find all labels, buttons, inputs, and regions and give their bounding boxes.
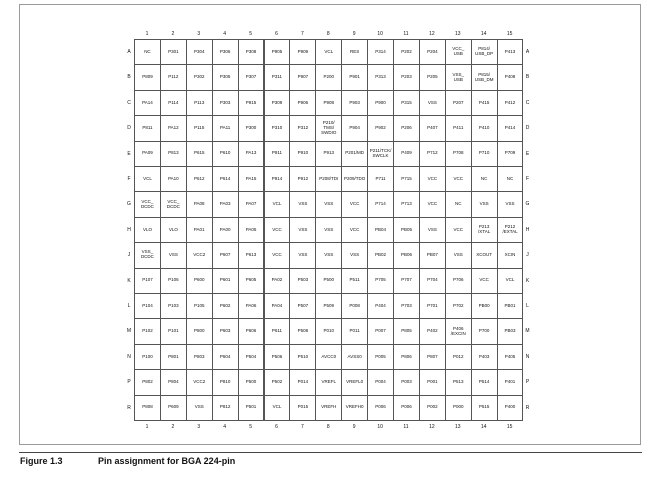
column-number-bottom: 8 bbox=[326, 424, 330, 430]
row-label-right: M bbox=[525, 328, 530, 335]
pin-cell: P411 bbox=[445, 115, 472, 141]
pin-cell: PB03 bbox=[497, 318, 524, 344]
pin-cell: P515 bbox=[471, 395, 498, 421]
column-number-bottom: 1 bbox=[145, 424, 149, 430]
pin-cell: P914 bbox=[264, 166, 291, 192]
pin-cell: P010 bbox=[315, 318, 342, 344]
pin-cell: P604 bbox=[212, 344, 239, 370]
pin-cell: VCC bbox=[264, 217, 291, 243]
pin-cell: P102 bbox=[134, 318, 161, 344]
pin-cell: P204 bbox=[419, 39, 446, 65]
pin-cell: P205 bbox=[419, 64, 446, 90]
pin-cell: XCIN bbox=[497, 242, 524, 268]
pin-cell: P513 bbox=[445, 369, 472, 395]
pin-cell: P902 bbox=[367, 115, 394, 141]
figure-title: Pin assignment for BGA 224-pin bbox=[98, 456, 236, 466]
pin-cell: P304 bbox=[186, 39, 213, 65]
row-label-right: E bbox=[525, 150, 530, 157]
pin-cell: P814/ USB_DP bbox=[471, 39, 498, 65]
pin-cell: PA01 bbox=[186, 217, 213, 243]
pin-cell: VCC2 bbox=[186, 369, 213, 395]
row-label-right: B bbox=[525, 74, 530, 81]
pin-cell: P911 bbox=[264, 141, 291, 167]
pin-cell: P706 bbox=[445, 268, 472, 294]
pin-cell: P605 bbox=[238, 268, 265, 294]
pin-cell: PA05 bbox=[238, 217, 265, 243]
column-number-top: 8 bbox=[326, 31, 330, 37]
pin-cell: P114 bbox=[160, 90, 187, 116]
pin-cell: VCC bbox=[471, 268, 498, 294]
row-label-left: E bbox=[127, 150, 131, 157]
pin-cell: P903 bbox=[341, 90, 368, 116]
pin-cell: VSS bbox=[419, 90, 446, 116]
pin-cell: P406 /EXCIN bbox=[445, 318, 472, 344]
pin-cell: VLO bbox=[160, 217, 187, 243]
pin-cell: PA06 bbox=[238, 293, 265, 319]
column-number-top: 1 bbox=[145, 31, 149, 37]
column-number-top: 12 bbox=[429, 31, 435, 37]
column-number-bottom: 12 bbox=[429, 424, 435, 430]
column-number-top: 4 bbox=[223, 31, 227, 37]
column-number-top: 7 bbox=[301, 31, 304, 37]
pin-cell: VSS bbox=[341, 242, 368, 268]
column-number-top: 5 bbox=[249, 31, 252, 37]
pin-cell: PA14 bbox=[134, 90, 161, 116]
row-label-left: F bbox=[127, 176, 131, 182]
pin-cell: PA04 bbox=[264, 293, 291, 319]
column-number-bottom: 9 bbox=[352, 424, 356, 430]
pin-cell: P501 bbox=[238, 395, 265, 421]
pin-cell: P008 bbox=[341, 293, 368, 319]
pin-cell: PB05 bbox=[393, 217, 420, 243]
pin-cell: P704 bbox=[419, 268, 446, 294]
pin-cell: P502 bbox=[264, 369, 291, 395]
pin-cell: P302 bbox=[186, 64, 213, 90]
pin-cell: P907 bbox=[289, 64, 316, 90]
pin-cell: P810 bbox=[212, 369, 239, 395]
pin-cell: P115 bbox=[186, 115, 213, 141]
row-label-right: C bbox=[525, 99, 530, 106]
pin-cell: VCL bbox=[264, 191, 291, 217]
pin-cell: P309 bbox=[264, 90, 291, 116]
pin-cell: VCC_ DCDC bbox=[160, 191, 187, 217]
pin-cell: P705 bbox=[367, 268, 394, 294]
pin-cell: VCC bbox=[341, 191, 368, 217]
pin-cell: P900 bbox=[367, 90, 394, 116]
pin-cell: PA13 bbox=[238, 141, 265, 167]
pin-cell: P713 bbox=[393, 191, 420, 217]
pin-cell: P015 bbox=[289, 395, 316, 421]
pin-cell: PA03 bbox=[212, 191, 239, 217]
pin-cell: P807 bbox=[419, 344, 446, 370]
column-number-top: 2 bbox=[171, 31, 175, 37]
pin-cell: VSS bbox=[497, 191, 524, 217]
pin-cell: P011 bbox=[341, 318, 368, 344]
pin-cell: P715 bbox=[393, 166, 420, 192]
pin-cell: P202 bbox=[393, 39, 420, 65]
pin-cell: P700 bbox=[471, 318, 498, 344]
row-label-right: D bbox=[525, 125, 530, 132]
pin-cell: P101 bbox=[160, 318, 187, 344]
pin-cell: P401 bbox=[497, 369, 524, 395]
pin-cell: AVCC0 bbox=[315, 344, 342, 370]
pin-cell: P404 bbox=[367, 293, 394, 319]
row-label-right: G bbox=[525, 201, 530, 208]
pin-cell: VCC2 bbox=[186, 242, 213, 268]
pin-cell: P006 bbox=[393, 395, 420, 421]
pin-cell: VSS bbox=[289, 217, 316, 243]
pin-cell: P209/TDO bbox=[341, 166, 368, 192]
pin-cell: P203 bbox=[393, 64, 420, 90]
pin-cell: P312 bbox=[289, 115, 316, 141]
pin-cell: P601 bbox=[212, 268, 239, 294]
row-label-right: N bbox=[525, 353, 530, 360]
pin-cell: P901 bbox=[341, 64, 368, 90]
pin-cell: VCC bbox=[419, 166, 446, 192]
pin-cell: P511 bbox=[341, 268, 368, 294]
pin-cell: P707 bbox=[393, 268, 420, 294]
row-label-left: A bbox=[127, 49, 131, 55]
pin-cell: P509 bbox=[315, 293, 342, 319]
pin-cell: P403 bbox=[471, 344, 498, 370]
pin-cell: VCL bbox=[264, 395, 291, 421]
pin-cell: P804 bbox=[160, 369, 187, 395]
row-label-left: D bbox=[127, 125, 131, 132]
column-number-bottom: 7 bbox=[301, 424, 304, 430]
pin-cell: P301 bbox=[160, 39, 187, 65]
pin-cell: P809 bbox=[134, 64, 161, 90]
pin-cell: VCC bbox=[445, 166, 472, 192]
pin-cell: PA09 bbox=[134, 141, 161, 167]
pin-cell: P802 bbox=[134, 369, 161, 395]
pin-cell: P004 bbox=[367, 369, 394, 395]
pin-cell: P106 bbox=[160, 268, 187, 294]
pin-cell: VSS_ USB bbox=[445, 64, 472, 90]
pin-cell: VSS bbox=[471, 191, 498, 217]
column-number-bottom: 13 bbox=[455, 424, 461, 430]
pin-cell: VREFL bbox=[315, 369, 342, 395]
pin-cell: P315 bbox=[393, 90, 420, 116]
pin-cell: P002 bbox=[419, 395, 446, 421]
pin-cell: P612 bbox=[186, 166, 213, 192]
pin-cell: P413 bbox=[497, 39, 524, 65]
pin-cell: P409 bbox=[393, 141, 420, 167]
pin-cell: PA15 bbox=[238, 166, 265, 192]
pin-cell: P308 bbox=[238, 39, 265, 65]
pin-cell: NC bbox=[134, 39, 161, 65]
pin-cell: P407 bbox=[419, 115, 446, 141]
pin-cell: P906 bbox=[289, 90, 316, 116]
pin-cell: P611 bbox=[264, 318, 291, 344]
pin-cell: PA12 bbox=[160, 115, 187, 141]
pin-cell: PA08 bbox=[186, 191, 213, 217]
pin-cell: P310 bbox=[264, 115, 291, 141]
pin-cell: P103 bbox=[160, 293, 187, 319]
row-label-right: P bbox=[525, 379, 530, 386]
pin-cell: P001 bbox=[419, 369, 446, 395]
pin-cell: P314 bbox=[367, 39, 394, 65]
pin-cell: VCC bbox=[419, 191, 446, 217]
pin-cell: VSS bbox=[289, 242, 316, 268]
pin-cell: PA10 bbox=[160, 166, 187, 192]
row-label-right: A bbox=[525, 49, 530, 55]
row-label-right: L bbox=[526, 303, 529, 309]
pin-cell: P912 bbox=[289, 166, 316, 192]
pin-cell: P307 bbox=[238, 64, 265, 90]
row-label-left: P bbox=[127, 379, 131, 386]
pin-cell: P208/TDI bbox=[315, 166, 342, 192]
pin-cell: P610 bbox=[212, 141, 239, 167]
row-label-left: G bbox=[127, 201, 131, 208]
pin-cell: P503 bbox=[289, 268, 316, 294]
row-label-right: F bbox=[525, 176, 530, 182]
pin-cell: P112 bbox=[160, 64, 187, 90]
row-label-right: K bbox=[525, 277, 530, 284]
pin-cell: P806 bbox=[393, 344, 420, 370]
pin-cell: NC bbox=[445, 191, 472, 217]
pin-cell: P100 bbox=[134, 344, 161, 370]
row-label-left: B bbox=[127, 74, 131, 81]
pin-cell: P815/ USB_DM bbox=[471, 64, 498, 90]
pin-cell: AVSS0 bbox=[341, 344, 368, 370]
column-number-bottom: 4 bbox=[223, 424, 227, 430]
row-label-right: H bbox=[525, 226, 530, 233]
row-label-left: R bbox=[127, 404, 131, 411]
pin-cell: VSS bbox=[315, 191, 342, 217]
pin-cell: P210/ TMS/ SWDIO bbox=[315, 115, 342, 141]
pin-cell: P913 bbox=[315, 141, 342, 167]
pin-cell: NC bbox=[497, 166, 524, 192]
pin-cell: PB02 bbox=[367, 242, 394, 268]
pin-cell: VSS bbox=[315, 242, 342, 268]
row-label-left: C bbox=[127, 99, 131, 106]
row-label-left: H bbox=[127, 226, 131, 233]
pin-cell: P805 bbox=[393, 318, 420, 344]
pin-cell: P405 bbox=[497, 344, 524, 370]
pin-cell: VCL bbox=[497, 268, 524, 294]
pin-cell: PA00 bbox=[212, 217, 239, 243]
pin-cell: VSS_ DCDC bbox=[134, 242, 161, 268]
pin-cell: P510 bbox=[289, 344, 316, 370]
pin-cell: P014 bbox=[289, 369, 316, 395]
pin-cell: P514 bbox=[471, 369, 498, 395]
pin-cell: VREFH0 bbox=[341, 395, 368, 421]
pin-cell: P305 bbox=[212, 64, 239, 90]
pin-cell: VCL bbox=[315, 39, 342, 65]
pin-cell: P702 bbox=[445, 293, 472, 319]
column-number-top: 9 bbox=[352, 31, 356, 37]
pin-cell: P201/MD bbox=[341, 141, 368, 167]
pin-cell: VCL bbox=[134, 166, 161, 192]
pin-cell: VCC bbox=[445, 217, 472, 243]
pin-cell: P711 bbox=[367, 166, 394, 192]
pin-cell: PA07 bbox=[238, 191, 265, 217]
pin-cell: P613 bbox=[238, 242, 265, 268]
pin-cell: P500 bbox=[238, 369, 265, 395]
pin-cell: P905 bbox=[264, 39, 291, 65]
pin-cell: P808 bbox=[134, 395, 161, 421]
pin-cell: P408 bbox=[497, 64, 524, 90]
pin-cell: P812 bbox=[212, 395, 239, 421]
column-number-bottom: 2 bbox=[171, 424, 175, 430]
pin-cell: VCC_ DCDC bbox=[134, 191, 161, 217]
pin-cell: P811 bbox=[134, 115, 161, 141]
pin-cell: P212 /EXTAL bbox=[497, 217, 524, 243]
column-number-bottom: 15 bbox=[506, 424, 513, 430]
pin-cell: P006 bbox=[367, 395, 394, 421]
pin-cell: P615 bbox=[186, 141, 213, 167]
pin-cell: P908 bbox=[315, 90, 342, 116]
pin-cell: VREFL0 bbox=[341, 369, 368, 395]
pin-cell: P000 bbox=[445, 395, 472, 421]
pin-cell: PB06 bbox=[393, 242, 420, 268]
pin-cell: P614 bbox=[212, 166, 239, 192]
column-number-bottom: 6 bbox=[275, 424, 278, 430]
row-label-left: N bbox=[127, 353, 131, 360]
pin-cell: P104 bbox=[134, 293, 161, 319]
pin-cell: VSS bbox=[186, 395, 213, 421]
pin-cell: P609 bbox=[160, 395, 187, 421]
pin-cell: P012 bbox=[445, 344, 472, 370]
pin-cell: P113 bbox=[186, 90, 213, 116]
pin-cell: PB04 bbox=[367, 217, 394, 243]
row-label-left: L bbox=[127, 303, 131, 309]
pin-cell: P412 bbox=[497, 90, 524, 116]
pin-cell: PB01 bbox=[497, 293, 524, 319]
pin-cell: P508 bbox=[289, 318, 316, 344]
pin-cell: P507 bbox=[289, 293, 316, 319]
pin-cell: P910 bbox=[289, 141, 316, 167]
pin-cell: P709 bbox=[497, 141, 524, 167]
pin-cell: P303 bbox=[212, 90, 239, 116]
pin-cell: P211/TCK/ SWCLK bbox=[367, 141, 394, 167]
pin-cell: P313 bbox=[367, 64, 394, 90]
pin-cell: P703 bbox=[393, 293, 420, 319]
pin-cell: P105 bbox=[186, 293, 213, 319]
pin-cell: P504 bbox=[238, 344, 265, 370]
column-number-top: 15 bbox=[506, 31, 513, 37]
pin-cell: P803 bbox=[186, 344, 213, 370]
pin-cell: P708 bbox=[445, 141, 472, 167]
pin-cell: VCC bbox=[341, 217, 368, 243]
pin-cell: P300 bbox=[238, 115, 265, 141]
pin-cell: P415 bbox=[471, 90, 498, 116]
pin-cell: PA02 bbox=[264, 268, 291, 294]
pin-cell: VSS bbox=[315, 217, 342, 243]
column-number-bottom: 11 bbox=[403, 424, 409, 430]
column-number-top: 6 bbox=[275, 31, 278, 37]
column-number-bottom: 14 bbox=[480, 424, 487, 430]
pin-cell: P400 bbox=[497, 395, 524, 421]
pin-cell: P107 bbox=[134, 268, 161, 294]
pin-cell: RES bbox=[341, 39, 368, 65]
column-number-bottom: 10 bbox=[377, 424, 383, 430]
pin-cell: P710 bbox=[471, 141, 498, 167]
figure-number: Figure 1.3 bbox=[20, 456, 63, 466]
row-label-right: J bbox=[526, 252, 529, 259]
pin-cell: PB07 bbox=[419, 242, 446, 268]
column-number-bottom: 3 bbox=[197, 424, 201, 430]
pin-cell: P206 bbox=[393, 115, 420, 141]
pin-cell: P311 bbox=[264, 64, 291, 90]
pin-cell: P500 bbox=[315, 268, 342, 294]
pin-cell: P915 bbox=[238, 90, 265, 116]
pin-cell: VSS bbox=[160, 242, 187, 268]
pin-cell: P904 bbox=[341, 115, 368, 141]
row-label-left: M bbox=[126, 328, 132, 335]
pin-cell: VSS bbox=[419, 217, 446, 243]
pin-cell: P200 bbox=[315, 64, 342, 90]
pin-cell: P414 bbox=[497, 115, 524, 141]
pin-cell: P213 /XTAL bbox=[471, 217, 498, 243]
pin-cell: VLO bbox=[134, 217, 161, 243]
caption-rule bbox=[19, 452, 642, 453]
column-number-top: 14 bbox=[480, 31, 487, 37]
pin-cell: P701 bbox=[419, 293, 446, 319]
pin-cell: XCOUT bbox=[471, 242, 498, 268]
column-number-top: 11 bbox=[403, 31, 409, 37]
pin-cell: P005 bbox=[367, 344, 394, 370]
pin-cell: P602 bbox=[212, 293, 239, 319]
row-label-left: J bbox=[127, 252, 131, 259]
pin-cell: P714 bbox=[367, 191, 394, 217]
pin-cell: P813 bbox=[160, 141, 187, 167]
column-number-top: 3 bbox=[197, 31, 201, 37]
pin-cell: P800 bbox=[186, 318, 213, 344]
pin-cell: VREFH bbox=[315, 395, 342, 421]
pin-cell: P801 bbox=[160, 344, 187, 370]
pin-cell: VSS bbox=[289, 191, 316, 217]
pin-cell: P410 bbox=[471, 115, 498, 141]
pin-cell: P003 bbox=[393, 369, 420, 395]
column-number-top: 13 bbox=[455, 31, 461, 37]
pin-cell: P600 bbox=[186, 268, 213, 294]
pin-cell: P506 bbox=[264, 344, 291, 370]
pin-cell: P603 bbox=[212, 318, 239, 344]
row-label-right: R bbox=[525, 404, 530, 411]
pin-cell: P306 bbox=[212, 39, 239, 65]
pin-cell: P207 bbox=[445, 90, 472, 116]
pin-cell: P402 bbox=[419, 318, 446, 344]
pin-cell: PB00 bbox=[471, 293, 498, 319]
row-label-left: K bbox=[127, 277, 131, 284]
pin-cell: NC bbox=[471, 166, 498, 192]
pin-cell: P607 bbox=[212, 242, 239, 268]
pin-cell: VSS bbox=[445, 242, 472, 268]
pin-cell: PA11 bbox=[212, 115, 239, 141]
column-number-top: 10 bbox=[377, 31, 383, 37]
pin-cell: P909 bbox=[289, 39, 316, 65]
pin-cell: VCC_ USB bbox=[445, 39, 472, 65]
pin-cell: P606 bbox=[238, 318, 265, 344]
pin-cell: P007 bbox=[367, 318, 394, 344]
pin-cell: P712 bbox=[419, 141, 446, 167]
pin-cell: VCC bbox=[264, 242, 291, 268]
column-number-bottom: 5 bbox=[249, 424, 252, 430]
